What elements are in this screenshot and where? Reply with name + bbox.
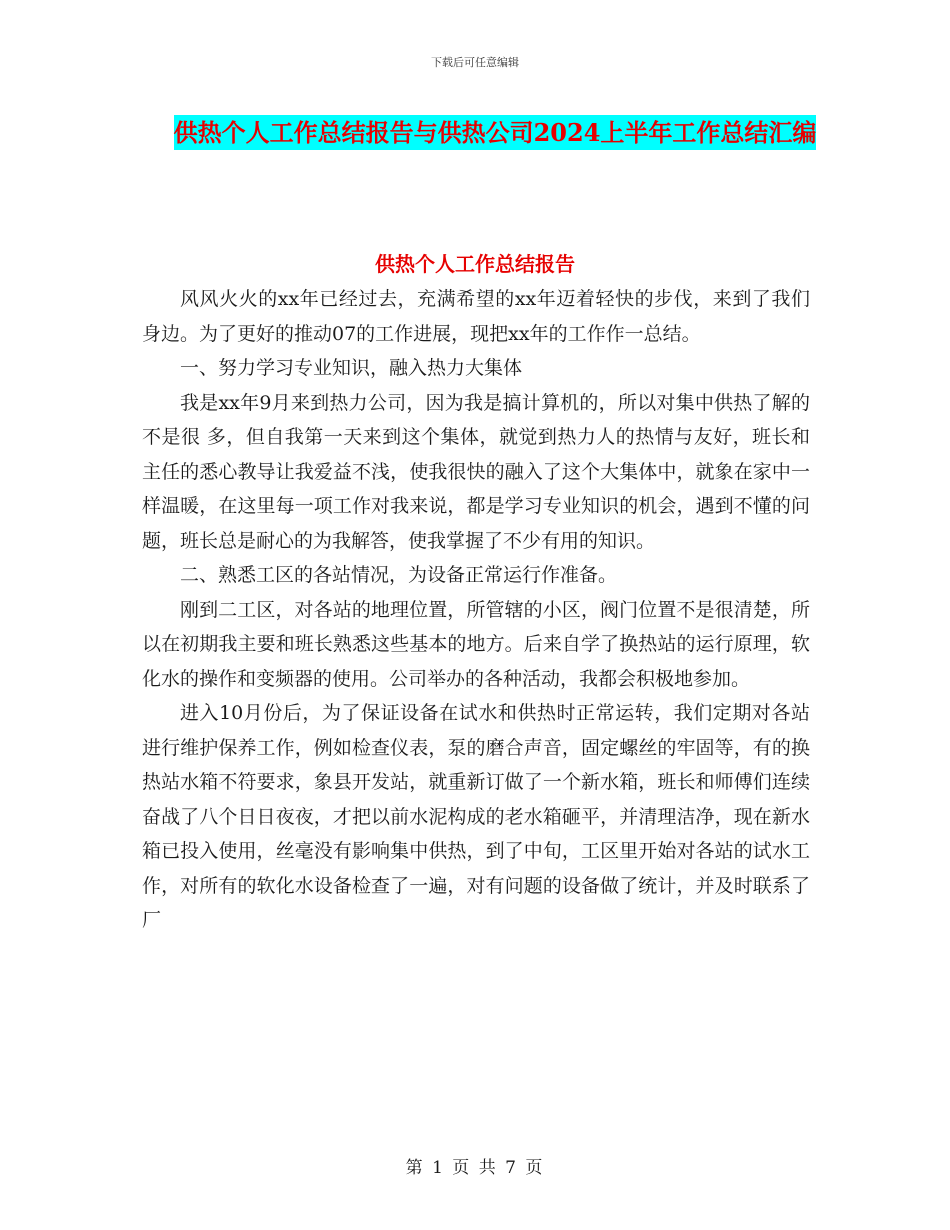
document-title-text: 供热个人工作总结报告与供热公司2024上半年工作总结汇编	[174, 115, 817, 150]
paragraph: 进入10月份后，为了保证设备在试水和供热时正常运转，我们定期对各站进行维护保养工作，例如检查仪表，泵的磨合声音，固定螺丝的牢固等，有的换热站水箱不符要求，象县开发站，就重新订做了一个新水箱，班长和师傅们连续奋战了八个日日夜夜，才把以前水泥构成的老水箱砸平，并清理洁净，现在新水箱已投入使用，丝毫没有影响集中供热，到了中旬，工区里开始对各站的试水工作，对所有的软化水设备检查了一遍，对有问题的设备做了统计，并及时联系了厂	[142, 702, 810, 931]
page-number: 第 1 页 共 7 页	[405, 1158, 545, 1178]
section-title: 供热个人工作总结报告	[375, 252, 575, 276]
paragraph: 刚到二工区，对各站的地理位置，所管辖的小区，阀门位置不是很清楚，所以在初期我主要和班长熟悉这些基本的地方。后来自学了换热站的运行原理，软化水的操作和变频器的使用。公司举办的各种活动，我都会积极地参加。	[142, 598, 810, 690]
paragraph: 风风火火的xx年已经过去，充满希望的xx年迈着轻快的步伐，来到了我们身边。为了更好的推动07的工作进展，现把xx年的工作作一总结。	[142, 288, 810, 345]
paragraph: 二、熟悉工区的各站情况，为设备正常运行作准备。	[180, 564, 618, 586]
document-title	[140, 108, 850, 158]
paragraph: 我是xx年9月来到热力公司，因为我是搞计算机的，所以对集中供热了解的不是很 多，但自我第一天来到这个集体，就觉到热力人的热情与友好，班长和主任的悉心教导让我爱益不浅，使我很快的融入了这个大集体中，就象在家中一样温暖，在这里每一项工作对我来说，都是学习专业知识的机会，遇到不懂的问题，班长总是耐心的为我解答，使我掌握了不少有用的知识。	[142, 391, 810, 552]
header-note: 下载后可任意编辑	[431, 56, 519, 69]
paragraph: 一、努力学习专业知识，融入热力大集体	[180, 357, 523, 379]
body-text	[142, 282, 810, 938]
